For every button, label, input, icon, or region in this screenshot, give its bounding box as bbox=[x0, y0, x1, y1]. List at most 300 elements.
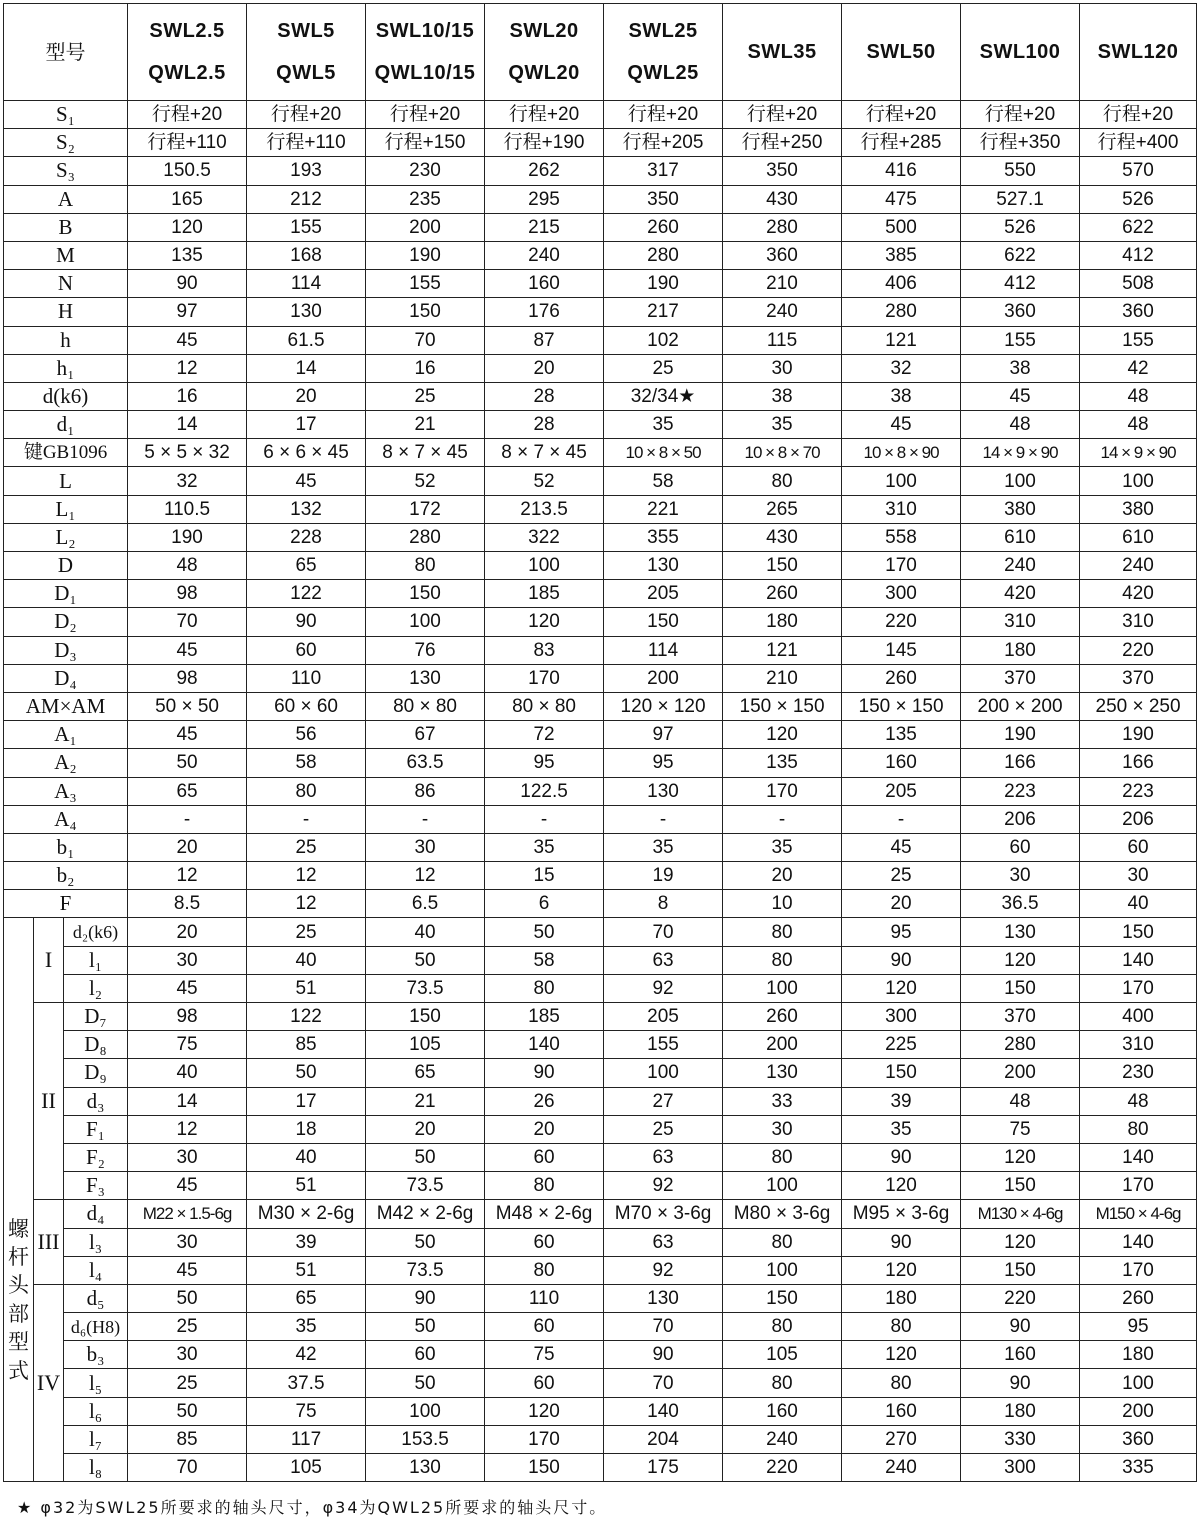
value-cell: 100 bbox=[1080, 1369, 1197, 1397]
param-label: A₂ bbox=[4, 749, 128, 777]
value-cell: 105 bbox=[366, 1031, 485, 1059]
value-cell: 17 bbox=[247, 1087, 366, 1115]
value-cell: 170 bbox=[1080, 974, 1197, 1002]
table-row bbox=[4, 1087, 1197, 1115]
param-label: h₁ bbox=[4, 354, 128, 382]
value-cell: 32 bbox=[842, 354, 961, 382]
value-cell: 420 bbox=[961, 580, 1080, 608]
value-cell: 508 bbox=[1080, 270, 1197, 298]
value-cell: 527.1 bbox=[961, 185, 1080, 213]
value-cell: 610 bbox=[1080, 523, 1197, 551]
value-cell: 130 bbox=[604, 552, 723, 580]
value-cell: 150 bbox=[1080, 918, 1197, 946]
value-cell: 70 bbox=[128, 608, 247, 636]
value-cell: 140 bbox=[604, 1397, 723, 1425]
value-cell: 30 bbox=[723, 1115, 842, 1143]
value-cell: 51 bbox=[247, 1256, 366, 1284]
param-label: L₂ bbox=[4, 523, 128, 551]
table-row bbox=[4, 1172, 1197, 1200]
param-label: A₁ bbox=[4, 721, 128, 749]
param-label: F₂ bbox=[64, 1143, 128, 1171]
value-cell: 200 bbox=[961, 1059, 1080, 1087]
model-header bbox=[604, 4, 723, 101]
value-cell: 175 bbox=[604, 1454, 723, 1482]
value-cell: 220 bbox=[723, 1454, 842, 1482]
value-cell: 35 bbox=[723, 411, 842, 439]
param-label: l₄ bbox=[64, 1256, 128, 1284]
value-cell: 行程+20 bbox=[247, 101, 366, 129]
value-cell: 39 bbox=[842, 1087, 961, 1115]
table-row bbox=[4, 890, 1197, 918]
value-cell: 80 bbox=[723, 946, 842, 974]
value-cell: 240 bbox=[723, 298, 842, 326]
value-cell: 300 bbox=[842, 580, 961, 608]
value-cell: 20 bbox=[485, 1115, 604, 1143]
value-cell: 25 bbox=[604, 1115, 723, 1143]
table-row bbox=[4, 580, 1197, 608]
value-cell: 310 bbox=[1080, 1031, 1197, 1059]
param-label: d₃ bbox=[64, 1087, 128, 1115]
table-row bbox=[4, 777, 1197, 805]
table-row bbox=[4, 974, 1197, 1002]
table-row bbox=[4, 918, 1197, 946]
value-cell: 100 bbox=[1080, 467, 1197, 495]
value-cell: 30 bbox=[961, 862, 1080, 890]
value-cell: 206 bbox=[961, 805, 1080, 833]
value-cell: 20 bbox=[723, 862, 842, 890]
value-cell: 90 bbox=[842, 946, 961, 974]
value-cell: 160 bbox=[842, 1397, 961, 1425]
value-cell: 16 bbox=[128, 382, 247, 410]
value-cell: 250 × 250 bbox=[1080, 692, 1197, 720]
value-cell: 120 bbox=[842, 974, 961, 1002]
value-cell: 155 bbox=[961, 326, 1080, 354]
table-row bbox=[4, 241, 1197, 269]
value-cell: 12 bbox=[247, 862, 366, 890]
value-cell: 155 bbox=[1080, 326, 1197, 354]
value-cell: 27 bbox=[604, 1087, 723, 1115]
table-row bbox=[4, 157, 1197, 185]
value-cell: 120 bbox=[961, 946, 1080, 974]
value-cell: 30 bbox=[723, 354, 842, 382]
value-cell: 50 bbox=[485, 918, 604, 946]
value-cell: 65 bbox=[247, 552, 366, 580]
value-cell: - bbox=[842, 805, 961, 833]
value-cell: 60 × 60 bbox=[247, 692, 366, 720]
value-cell: 622 bbox=[961, 241, 1080, 269]
value-cell: 21 bbox=[366, 411, 485, 439]
value-cell: 32 bbox=[128, 467, 247, 495]
value-cell: 130 bbox=[604, 777, 723, 805]
value-cell: 300 bbox=[842, 1003, 961, 1031]
value-cell: M30 × 2-6g bbox=[247, 1200, 366, 1228]
value-cell: 190 bbox=[961, 721, 1080, 749]
value-cell: 98 bbox=[128, 1003, 247, 1031]
value-cell: 265 bbox=[723, 495, 842, 523]
value-cell: 30 bbox=[366, 833, 485, 861]
value-cell: 180 bbox=[1080, 1341, 1197, 1369]
table-row bbox=[4, 862, 1197, 890]
param-label: l₂ bbox=[64, 974, 128, 1002]
value-cell: 80 bbox=[723, 467, 842, 495]
value-cell: 160 bbox=[961, 1341, 1080, 1369]
value-cell: 48 bbox=[1080, 1087, 1197, 1115]
value-cell: 25 bbox=[247, 918, 366, 946]
value-cell: 40 bbox=[247, 1143, 366, 1171]
value-cell: 130 bbox=[961, 918, 1080, 946]
value-cell: 80 bbox=[723, 1313, 842, 1341]
value-cell: 130 bbox=[604, 1284, 723, 1312]
value-cell: 20 bbox=[247, 382, 366, 410]
param-label: d₂(k6) bbox=[64, 918, 128, 946]
value-cell: 50 × 50 bbox=[128, 692, 247, 720]
value-cell: 95 bbox=[604, 749, 723, 777]
value-cell: 115 bbox=[723, 326, 842, 354]
value-cell: 105 bbox=[247, 1454, 366, 1482]
table-row bbox=[4, 129, 1197, 157]
value-cell: 30 bbox=[128, 1228, 247, 1256]
value-cell: 40 bbox=[247, 946, 366, 974]
value-cell: 280 bbox=[366, 523, 485, 551]
value-cell: 168 bbox=[247, 241, 366, 269]
value-cell: 35 bbox=[842, 1115, 961, 1143]
value-cell: 150 × 150 bbox=[723, 692, 842, 720]
param-label: d(k6) bbox=[4, 382, 128, 410]
param-label: B bbox=[4, 213, 128, 241]
value-cell: 140 bbox=[485, 1031, 604, 1059]
value-cell: 16 bbox=[366, 354, 485, 382]
value-cell: 280 bbox=[961, 1031, 1080, 1059]
head-type-group: I bbox=[34, 918, 64, 1003]
value-cell: 160 bbox=[723, 1397, 842, 1425]
table-row bbox=[4, 1228, 1197, 1256]
value-cell: 行程+400 bbox=[1080, 129, 1197, 157]
value-cell: 120 bbox=[128, 213, 247, 241]
value-cell: 12 bbox=[128, 1115, 247, 1143]
table-row bbox=[4, 1313, 1197, 1341]
value-cell: 190 bbox=[1080, 721, 1197, 749]
value-cell: 45 bbox=[961, 382, 1080, 410]
table-row bbox=[4, 439, 1197, 467]
value-cell: 12 bbox=[128, 354, 247, 382]
value-cell: M130 × 4-6g bbox=[961, 1200, 1080, 1228]
value-cell: 行程+20 bbox=[842, 101, 961, 129]
value-cell: 21 bbox=[366, 1087, 485, 1115]
value-cell: 212 bbox=[247, 185, 366, 213]
value-cell: 430 bbox=[723, 523, 842, 551]
value-cell: 223 bbox=[961, 777, 1080, 805]
value-cell: 10 × 8 × 70 bbox=[723, 439, 842, 467]
value-cell: 50 bbox=[366, 1143, 485, 1171]
value-cell: 170 bbox=[485, 664, 604, 692]
value-cell: 190 bbox=[604, 270, 723, 298]
value-cell: 8 × 7 × 45 bbox=[366, 439, 485, 467]
value-cell: 416 bbox=[842, 157, 961, 185]
param-label: d₄ bbox=[64, 1200, 128, 1228]
value-cell: 200 bbox=[604, 664, 723, 692]
value-cell: 63 bbox=[604, 946, 723, 974]
param-label: AM×AM bbox=[4, 692, 128, 720]
value-cell: 260 bbox=[604, 213, 723, 241]
value-cell: 80 bbox=[1080, 1115, 1197, 1143]
table-row bbox=[4, 1369, 1197, 1397]
value-cell: 135 bbox=[128, 241, 247, 269]
value-cell: 19 bbox=[604, 862, 723, 890]
value-cell: 145 bbox=[842, 636, 961, 664]
value-cell: 30 bbox=[1080, 862, 1197, 890]
value-cell: 60 bbox=[247, 636, 366, 664]
value-cell: 58 bbox=[604, 467, 723, 495]
value-cell: 370 bbox=[961, 1003, 1080, 1031]
value-cell: 200 × 200 bbox=[961, 692, 1080, 720]
value-cell: 380 bbox=[1080, 495, 1197, 523]
value-cell: 80 bbox=[723, 1228, 842, 1256]
value-cell: 行程+20 bbox=[961, 101, 1080, 129]
value-cell: 45 bbox=[128, 636, 247, 664]
spec-table-container bbox=[3, 3, 1196, 1517]
value-cell: 70 bbox=[128, 1454, 247, 1482]
value-cell: 行程+190 bbox=[485, 129, 604, 157]
param-label: l₅ bbox=[64, 1369, 128, 1397]
screw-head-type-label bbox=[4, 918, 34, 1482]
value-cell: 170 bbox=[1080, 1172, 1197, 1200]
model-name-swl: SWL2.5 bbox=[149, 20, 225, 42]
param-label: L₁ bbox=[4, 495, 128, 523]
value-cell: 行程+20 bbox=[723, 101, 842, 129]
value-cell: 行程+350 bbox=[961, 129, 1080, 157]
value-cell: 42 bbox=[247, 1341, 366, 1369]
table-row bbox=[4, 552, 1197, 580]
value-cell: 80 bbox=[366, 552, 485, 580]
param-label: d₆(H8) bbox=[64, 1313, 128, 1341]
value-cell: - bbox=[723, 805, 842, 833]
param-label: N bbox=[4, 270, 128, 298]
value-cell: 300 bbox=[961, 1454, 1080, 1482]
param-label: d₅ bbox=[64, 1284, 128, 1312]
value-cell: 150 bbox=[723, 552, 842, 580]
value-cell: 65 bbox=[128, 777, 247, 805]
param-label: A bbox=[4, 185, 128, 213]
value-cell: 70 bbox=[604, 1313, 723, 1341]
value-cell: 100 bbox=[723, 974, 842, 1002]
param-label: l₈ bbox=[64, 1454, 128, 1482]
value-cell: 150 bbox=[723, 1284, 842, 1312]
value-cell: 622 bbox=[1080, 213, 1197, 241]
value-cell: 558 bbox=[842, 523, 961, 551]
value-cell: 120 bbox=[842, 1172, 961, 1200]
value-cell: 72 bbox=[485, 721, 604, 749]
value-cell: 58 bbox=[247, 749, 366, 777]
header-row bbox=[4, 4, 1197, 101]
model-name-qwl: QWL25 bbox=[627, 62, 699, 84]
value-cell: 180 bbox=[842, 1284, 961, 1312]
param-label: M bbox=[4, 241, 128, 269]
value-cell: 385 bbox=[842, 241, 961, 269]
param-label: D₇ bbox=[64, 1003, 128, 1031]
value-cell: 122 bbox=[247, 580, 366, 608]
param-label: D₉ bbox=[64, 1059, 128, 1087]
value-cell: 14 × 9 × 90 bbox=[1080, 439, 1197, 467]
value-cell: 95 bbox=[1080, 1313, 1197, 1341]
value-cell: 105 bbox=[723, 1341, 842, 1369]
model-name-swl: SWL10/15 bbox=[375, 20, 475, 42]
value-cell: 220 bbox=[1080, 636, 1197, 664]
value-cell: 170 bbox=[485, 1425, 604, 1453]
param-label: 键GB1096 bbox=[4, 439, 128, 467]
value-cell: 165 bbox=[128, 185, 247, 213]
value-cell: 370 bbox=[1080, 664, 1197, 692]
value-cell: 90 bbox=[961, 1313, 1080, 1341]
value-cell: 360 bbox=[1080, 1425, 1197, 1453]
value-cell: 48 bbox=[961, 411, 1080, 439]
param-label: F₃ bbox=[64, 1172, 128, 1200]
value-cell: 150 bbox=[961, 1256, 1080, 1284]
value-cell: 225 bbox=[842, 1031, 961, 1059]
value-cell: 160 bbox=[842, 749, 961, 777]
value-cell: 60 bbox=[961, 833, 1080, 861]
value-cell: 95 bbox=[842, 918, 961, 946]
value-cell: 40 bbox=[366, 918, 485, 946]
value-cell: - bbox=[604, 805, 723, 833]
value-cell: 80 bbox=[723, 918, 842, 946]
value-cell: 205 bbox=[604, 580, 723, 608]
value-cell: 80 bbox=[842, 1313, 961, 1341]
value-cell: 120 bbox=[961, 1228, 1080, 1256]
value-cell: 114 bbox=[604, 636, 723, 664]
value-cell: 180 bbox=[961, 1397, 1080, 1425]
table-row bbox=[4, 608, 1197, 636]
value-cell: 205 bbox=[842, 777, 961, 805]
value-cell: 140 bbox=[1080, 1228, 1197, 1256]
value-cell: 60 bbox=[485, 1369, 604, 1397]
value-cell: 70 bbox=[604, 1369, 723, 1397]
value-cell: 45 bbox=[128, 1172, 247, 1200]
model-name-swl: SWL5 bbox=[277, 20, 335, 42]
value-cell: 150 bbox=[366, 1003, 485, 1031]
value-cell: 100 bbox=[723, 1172, 842, 1200]
value-cell: 52 bbox=[485, 467, 604, 495]
value-cell: 12 bbox=[128, 862, 247, 890]
value-cell: 206 bbox=[1080, 805, 1197, 833]
value-cell: 180 bbox=[723, 608, 842, 636]
value-cell: 行程+110 bbox=[128, 129, 247, 157]
param-label: S₂ bbox=[4, 129, 128, 157]
value-cell: 63 bbox=[604, 1228, 723, 1256]
table-row bbox=[4, 495, 1197, 523]
value-cell: M95 × 3-6g bbox=[842, 1200, 961, 1228]
table-row bbox=[4, 185, 1197, 213]
value-cell: 38 bbox=[961, 354, 1080, 382]
value-cell: 130 bbox=[366, 664, 485, 692]
value-cell: 75 bbox=[485, 1341, 604, 1369]
value-cell: 230 bbox=[366, 157, 485, 185]
value-cell: 150.5 bbox=[128, 157, 247, 185]
value-cell: 73.5 bbox=[366, 1172, 485, 1200]
value-cell: 14 × 9 × 90 bbox=[961, 439, 1080, 467]
value-cell: 295 bbox=[485, 185, 604, 213]
value-cell: 97 bbox=[128, 298, 247, 326]
value-cell: 220 bbox=[961, 1284, 1080, 1312]
value-cell: 行程+110 bbox=[247, 129, 366, 157]
value-cell: 5 × 5 × 32 bbox=[128, 439, 247, 467]
value-cell: 40 bbox=[128, 1059, 247, 1087]
value-cell: 45 bbox=[128, 326, 247, 354]
value-cell: 30 bbox=[128, 946, 247, 974]
value-cell: 18 bbox=[247, 1115, 366, 1143]
value-cell: 526 bbox=[961, 213, 1080, 241]
table-row bbox=[4, 326, 1197, 354]
value-cell: M48 × 2-6g bbox=[485, 1200, 604, 1228]
value-cell: 50 bbox=[366, 1369, 485, 1397]
value-cell: 48 bbox=[961, 1087, 1080, 1115]
value-cell: 220 bbox=[842, 608, 961, 636]
value-cell: 240 bbox=[1080, 552, 1197, 580]
value-cell: 行程+20 bbox=[366, 101, 485, 129]
value-cell: 280 bbox=[842, 298, 961, 326]
model-name-swl: SWL25 bbox=[628, 20, 698, 42]
model-corner-label: 型号 bbox=[4, 4, 128, 101]
value-cell: 150 bbox=[366, 298, 485, 326]
value-cell: - bbox=[128, 805, 247, 833]
param-label: l₆ bbox=[64, 1397, 128, 1425]
value-cell: 360 bbox=[961, 298, 1080, 326]
table-row bbox=[4, 213, 1197, 241]
model-name-swl: SWL35 bbox=[747, 41, 817, 63]
value-cell: 210 bbox=[723, 664, 842, 692]
value-cell: 30 bbox=[128, 1341, 247, 1369]
value-cell: 80 bbox=[723, 1143, 842, 1171]
value-cell: 150 bbox=[604, 608, 723, 636]
value-cell: 42 bbox=[1080, 354, 1197, 382]
table-row bbox=[4, 664, 1197, 692]
value-cell: 20 bbox=[128, 833, 247, 861]
value-cell: 10 × 8 × 50 bbox=[604, 439, 723, 467]
value-cell: 25 bbox=[604, 354, 723, 382]
value-cell: 17 bbox=[247, 411, 366, 439]
value-cell: 270 bbox=[842, 1425, 961, 1453]
table-row bbox=[4, 1059, 1197, 1087]
value-cell: 75 bbox=[247, 1397, 366, 1425]
value-cell: 230 bbox=[1080, 1059, 1197, 1087]
value-cell: - bbox=[247, 805, 366, 833]
param-label: S₃ bbox=[4, 157, 128, 185]
value-cell: 60 bbox=[485, 1143, 604, 1171]
value-cell: 92 bbox=[604, 1172, 723, 1200]
value-cell: 38 bbox=[842, 382, 961, 410]
value-cell: 20 bbox=[485, 354, 604, 382]
value-cell: 193 bbox=[247, 157, 366, 185]
table-row bbox=[4, 1003, 1197, 1031]
value-cell: 80 bbox=[485, 1256, 604, 1284]
value-cell: 228 bbox=[247, 523, 366, 551]
value-cell: 60 bbox=[485, 1313, 604, 1341]
value-cell: 45 bbox=[247, 467, 366, 495]
value-cell: 51 bbox=[247, 974, 366, 1002]
value-cell: 12 bbox=[366, 862, 485, 890]
value-cell: 110 bbox=[485, 1284, 604, 1312]
value-cell: 98 bbox=[128, 580, 247, 608]
value-cell: 50 bbox=[247, 1059, 366, 1087]
value-cell: 98 bbox=[128, 664, 247, 692]
value-cell: 260 bbox=[723, 1003, 842, 1031]
head-type-group: IV bbox=[34, 1284, 64, 1481]
value-cell: 38 bbox=[723, 382, 842, 410]
value-cell: 200 bbox=[1080, 1397, 1197, 1425]
table-row bbox=[4, 692, 1197, 720]
value-cell: 100 bbox=[366, 1397, 485, 1425]
value-cell: 155 bbox=[604, 1031, 723, 1059]
model-header bbox=[1080, 4, 1197, 101]
